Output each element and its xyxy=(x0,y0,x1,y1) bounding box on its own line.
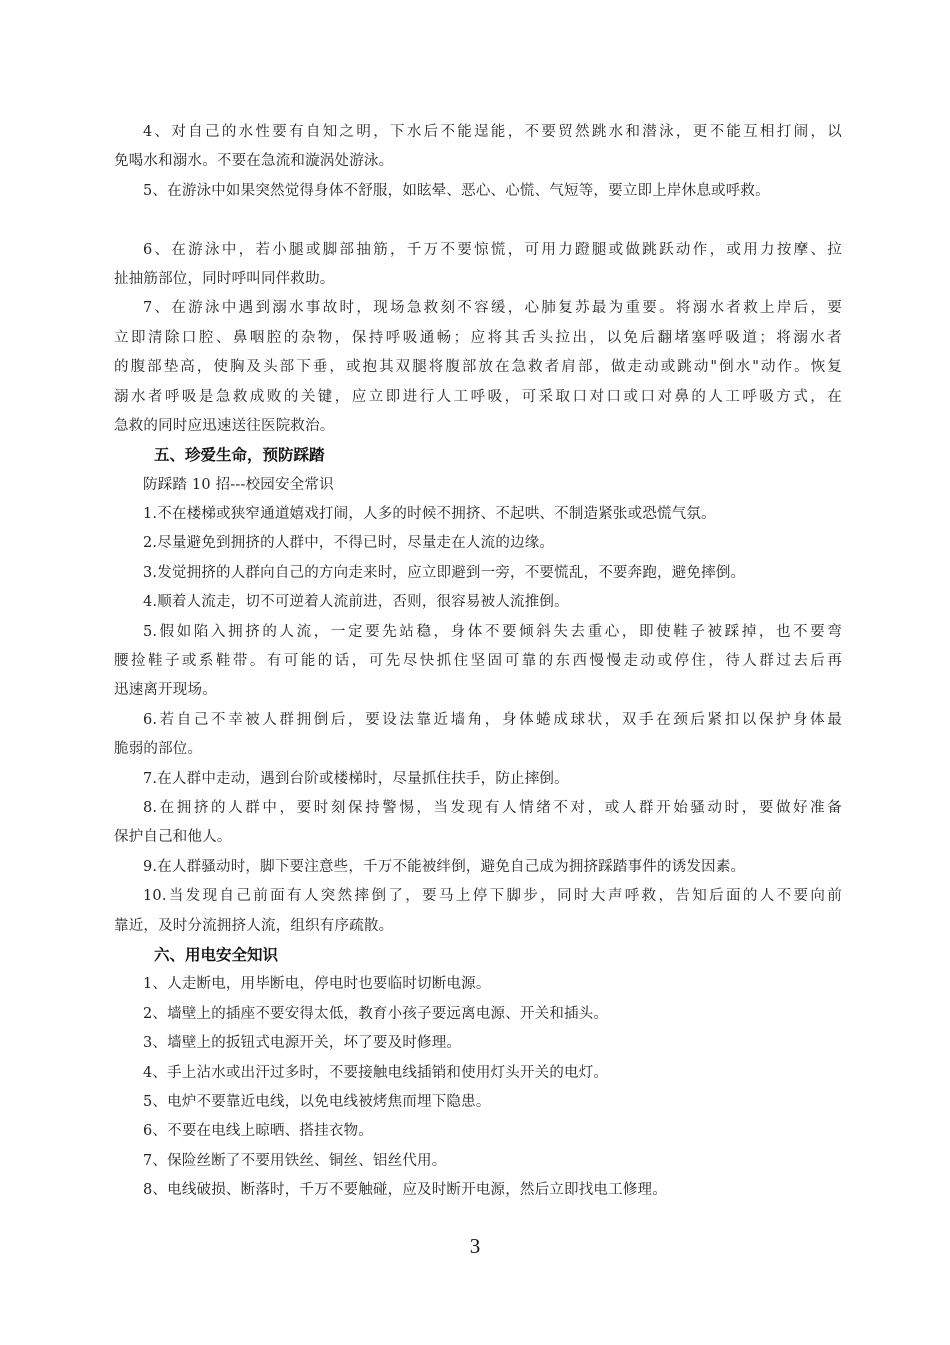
stampede-tip-7: 7.在人群中走动，遇到台阶或楼梯时，尽量抓住扶手，防止摔倒。 xyxy=(143,770,569,787)
stampede-tip-9: 9.在人群骚动时，脚下要注意些，千万不能被绊倒，避免自己成为拥挤踩踏事件的诱发因素。 xyxy=(143,858,746,875)
swim-item-4-line-2: 免喝水和溺水。不要在急流和漩涡处游泳。 xyxy=(114,153,394,170)
document-page xyxy=(114,118,842,1205)
electric-tip-2: 2、墙壁上的插座不要安得太低，教育小孩子要远离电源、开关和插头。 xyxy=(143,1005,609,1022)
stampede-tip-1: 1.不在楼梯或狭窄通道嬉戏打闹，人多的时候不拥挤、不起哄、不制造紧张或恐慌气氛。 xyxy=(143,506,716,523)
electric-tip-4: 4、手上沾水或出汗过多时，不要接触电线插销和使用灯头开关的电灯。 xyxy=(143,1064,609,1081)
stampede-tip-6-line-1: 6.若自己不幸被人群拥倒后，要设法靠近墙角，身体蜷成球状，双手在颈后紧扣以保护身体最 xyxy=(143,711,842,728)
swim-item-4-line-1: 4、对自己的水性要有自知之明，下水后不能逞能，不要贸然跳水和潜泳，更不能互相打闹，以 xyxy=(143,124,842,140)
blank-line xyxy=(114,206,842,235)
page-number: 3 xyxy=(469,1234,481,1258)
swim-item-7-line-3: 的腹部垫高，使胸及头部下垂，或抱其双腿将腹部放在急救者肩部，做走动或跳动"倒水"动作。恢复 xyxy=(114,359,842,376)
swim-item-7-line-4: 溺水者呼吸是急救成败的关键，应立即进行人工呼吸，可采取口对口或口对鼻的人工呼吸方式，在 xyxy=(114,388,842,405)
stampede-tip-8-line-1: 8.在拥挤的人群中，要时刻保持警惕，当发现有人情绪不对，或人群开始骚动时，要做好准备 xyxy=(143,799,842,816)
electric-tip-8: 8、电线破损、断落时，千万不要触碰，应及时断开电源，然后立即找电工修理。 xyxy=(143,1182,667,1199)
stampede-tip-5-line-3: 迅速离开现场。 xyxy=(114,682,217,699)
section-6-heading: 六、用电安全知识 xyxy=(154,945,279,964)
swim-item-6-line-1: 6、在游泳中，若小腿或脚部抽筋，千万不要惊慌，可用力蹬腿或做跳跃动作，或用力按摩、拉 xyxy=(143,241,842,258)
stampede-tip-3: 3.发觉拥挤的人群向自己的方向走来时，应立即避到一旁，不要慌乱，不要奔跑，避免摔倒。 xyxy=(143,564,746,581)
stampede-tip-5-line-2: 腰捡鞋子或系鞋带。有可能的话，可先尽快抓住坚固可靠的东西慢慢走动或停住，待人群过去后再 xyxy=(114,653,842,670)
section-5-heading: 五、珍爱生命，预防踩踏 xyxy=(154,446,325,465)
stampede-tip-5-line-1: 5.假如陷入拥挤的人流，一定要先站稳，身体不要倾斜失去重心，即使鞋子被踩掉，也不要弯 xyxy=(143,623,842,640)
section-stampede-prevention xyxy=(114,441,842,941)
electric-tip-7: 7、保险丝断了不要用铁丝、铜丝、铝丝代用。 xyxy=(143,1152,447,1169)
section-5-subtitle: 防踩踏 10 招---校园安全常识 xyxy=(143,476,334,493)
electric-tip-5: 5、电炉不要靠近电线，以免电线被烤焦而埋下隐患。 xyxy=(143,1093,491,1110)
stampede-tip-8-line-2: 保护自己和他人。 xyxy=(114,829,232,846)
stampede-tip-4: 4.顺着人流走，切不可逆着人流前进，否则，很容易被人流推倒。 xyxy=(143,594,569,611)
electric-tip-6: 6、不要在电线上晾晒、搭挂衣物。 xyxy=(143,1123,373,1140)
swim-item-5-line-1: 5、在游泳中如果突然觉得身体不舒服，如眩晕、恶心、心慌、气短等，要立即上岸休息或呼救。 xyxy=(143,182,770,199)
stampede-tip-10-line-2: 靠近，及时分流拥挤人流，组织有序疏散。 xyxy=(114,917,394,934)
stampede-tip-2: 2.尽量避免到拥挤的人群中，不得已时，尽量走在人流的边缘。 xyxy=(143,535,555,552)
swim-item-7-line-2: 立即清除口腔、鼻咽腔的杂物，保持呼吸通畅；应将其舌头拉出，以免后翻堵塞呼吸道；将溺水者 xyxy=(114,329,842,346)
swim-item-6-line-2: 扯抽筋部位，同时呼叫同伴救助。 xyxy=(114,270,335,287)
stampede-tip-10-line-1: 10.当发现自己前面有人突然摔倒了，要马上停下脚步，同时大声呼救，告知后面的人不要向前 xyxy=(143,888,842,905)
swimming-safety-items xyxy=(114,118,842,441)
electric-tip-3: 3、墙壁上的扳钮式电源开关，坏了要及时修理。 xyxy=(143,1035,462,1052)
section-electrical-safety xyxy=(114,941,842,1206)
stampede-tip-6-line-2: 脆弱的部位。 xyxy=(114,741,203,758)
swim-item-7-line-5: 急救的同时应迅速送往医院救治。 xyxy=(114,417,335,434)
electric-tip-1: 1、人走断电，用毕断电，停电时也要临时切断电源。 xyxy=(143,976,491,993)
swim-item-7-line-1: 7、在游泳中遇到溺水事故时，现场急救刻不容缓，心肺复苏最为重要。将溺水者救上岸后，要 xyxy=(143,300,842,317)
